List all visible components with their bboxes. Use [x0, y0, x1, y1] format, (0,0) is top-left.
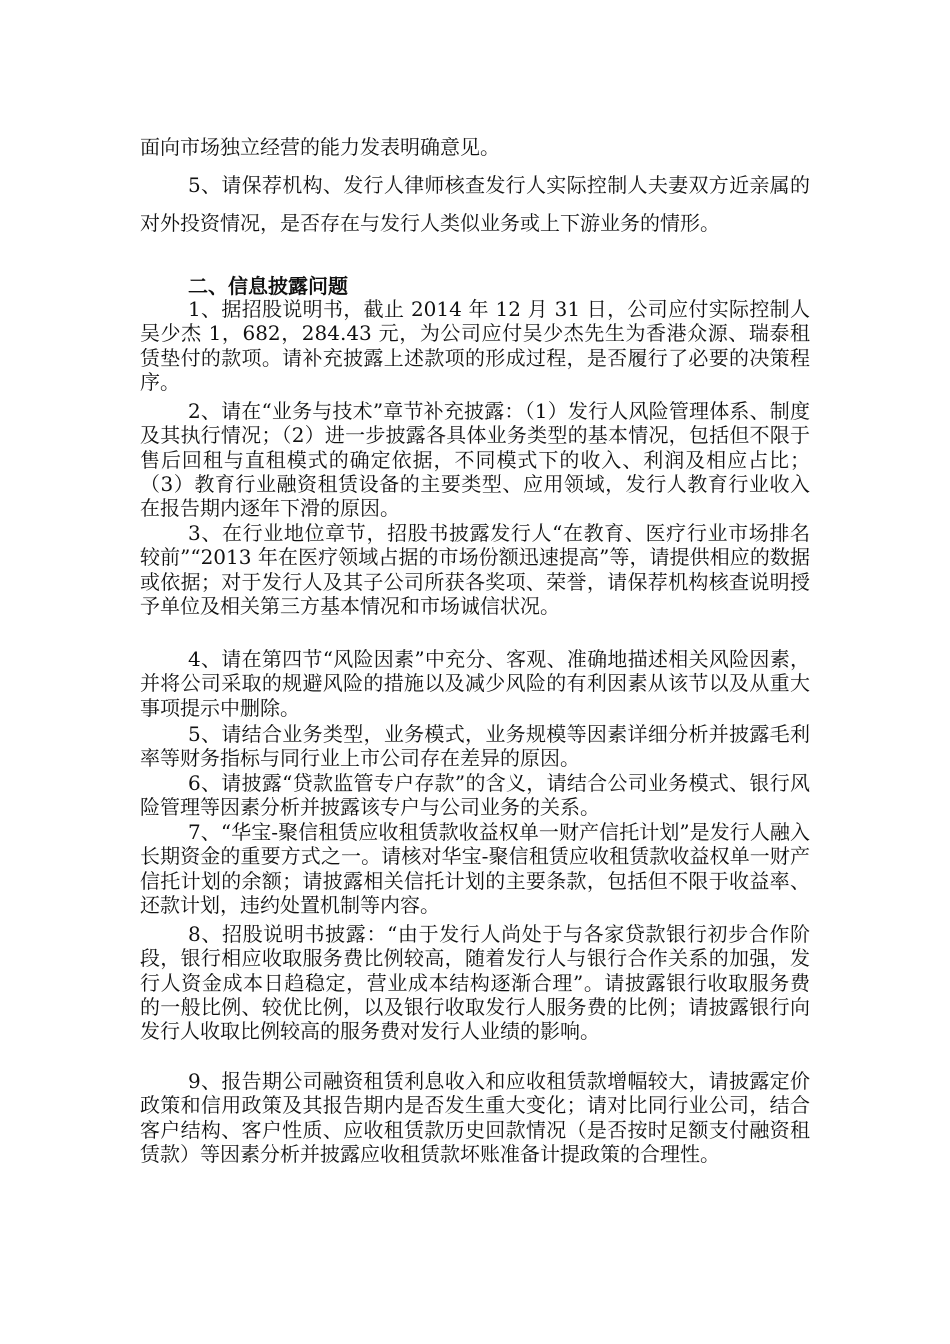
- disclosure-item-2: 2、请在“业务与技术”章节补充披露：（1）发行人风险管理体系、制度及其执行情况；（2）进一步披露各具体业务类型的基本情况，包括但不限于售后回租与直租模式的确定依据，不同模式下的收入、利润及相应占比；（3）教育行业融资租赁设备的主要类型、应用领域，发行人教育行业收入在报告期内逐年下滑的原因。: [140, 399, 810, 521]
- disclosure-item-1: 1、据招股说明书，截止 2014 年 12 月 31 日，公司应付实际控制人吴少杰 1，682，284.43 元，为公司应付吴少杰先生为香港众源、瑞泰租赁垫付的款项。请补充披露上述款项的形成过程，是否履行了必要的决策程序。: [140, 297, 810, 394]
- disclosure-item-9: 9、报告期公司融资租赁利息收入和应收租赁款增幅较大，请披露定价政策和信用政策及其报告期内是否发生重大变化；请对比同行业公司，结合客户结构、客户性质、应收租赁款历史回款情况（是否按时足额支付融资租赁款）等因素分析并披露应收租赁款坏账准备计提政策的合理性。: [140, 1069, 810, 1166]
- section-heading: 二、信息披露问题: [188, 274, 348, 298]
- disclosure-item-8: 8、招股说明书披露：“由于发行人尚处于与各家贷款银行初步合作阶段，银行相应收取服务费比例较高，随着发行人与银行合作关系的加强，发行人资金成本日趋稳定，营业成本结构逐渐合理”。请披露银行收取服务费的一般比例、较优比例，以及银行收取发行人服务费的比例；请披露银行向发行人收取比例较高的服务费对发行人业绩的影响。: [140, 922, 810, 1044]
- disclosure-item-6: 6、请披露“贷款监管专户存款”的含义，请结合公司业务模式、银行风险管理等因素分析并披露该专户与公司业务的关系。: [140, 771, 810, 820]
- disclosure-item-4: 4、请在第四节“风险因素”中充分、客观、准确地描述相关风险因素，并将公司采取的规避风险的措施以及减少风险的有利因素从该节以及从重大事项提示中删除。: [140, 647, 810, 720]
- disclosure-item-5: 5、请结合业务类型，业务模式，业务规模等因素详细分析并披露毛利率等财务指标与同行业上市公司存在差异的原因。: [140, 722, 810, 771]
- disclosure-item-3: 3、在行业地位章节，招股书披露发行人“在教育、医疗行业市场排名较前”“2013 年在医疗领域占据的市场份额迅速提高”等，请提供相应的数据或依据；对于发行人及其子公司所获各奖项、荣誉，请保荐机构核查说明授予单位及相关第三方基本情况和市场诚信状况。: [140, 521, 810, 618]
- paragraph-item-5-verification: 5、请保荐机构、发行人律师核查发行人实际控制人夫妻双方近亲属的对外投资情况，是否存在与发行人类似业务或上下游业务的情形。: [140, 173, 810, 235]
- disclosure-item-7: 7、“华宝-聚信租赁应收租赁款收益权单一财产信托计划”是发行人融入长期资金的重要方式之一。请核对华宝-聚信租赁应收租赁款收益权单一财产信托计划的余额；请披露相关信托计划的主要条款，包括但不限于收益率、还款计划，违约处置机制等内容。: [140, 820, 810, 917]
- paragraph-intro: 面向市场独立经营的能力发表明确意见。: [140, 135, 500, 159]
